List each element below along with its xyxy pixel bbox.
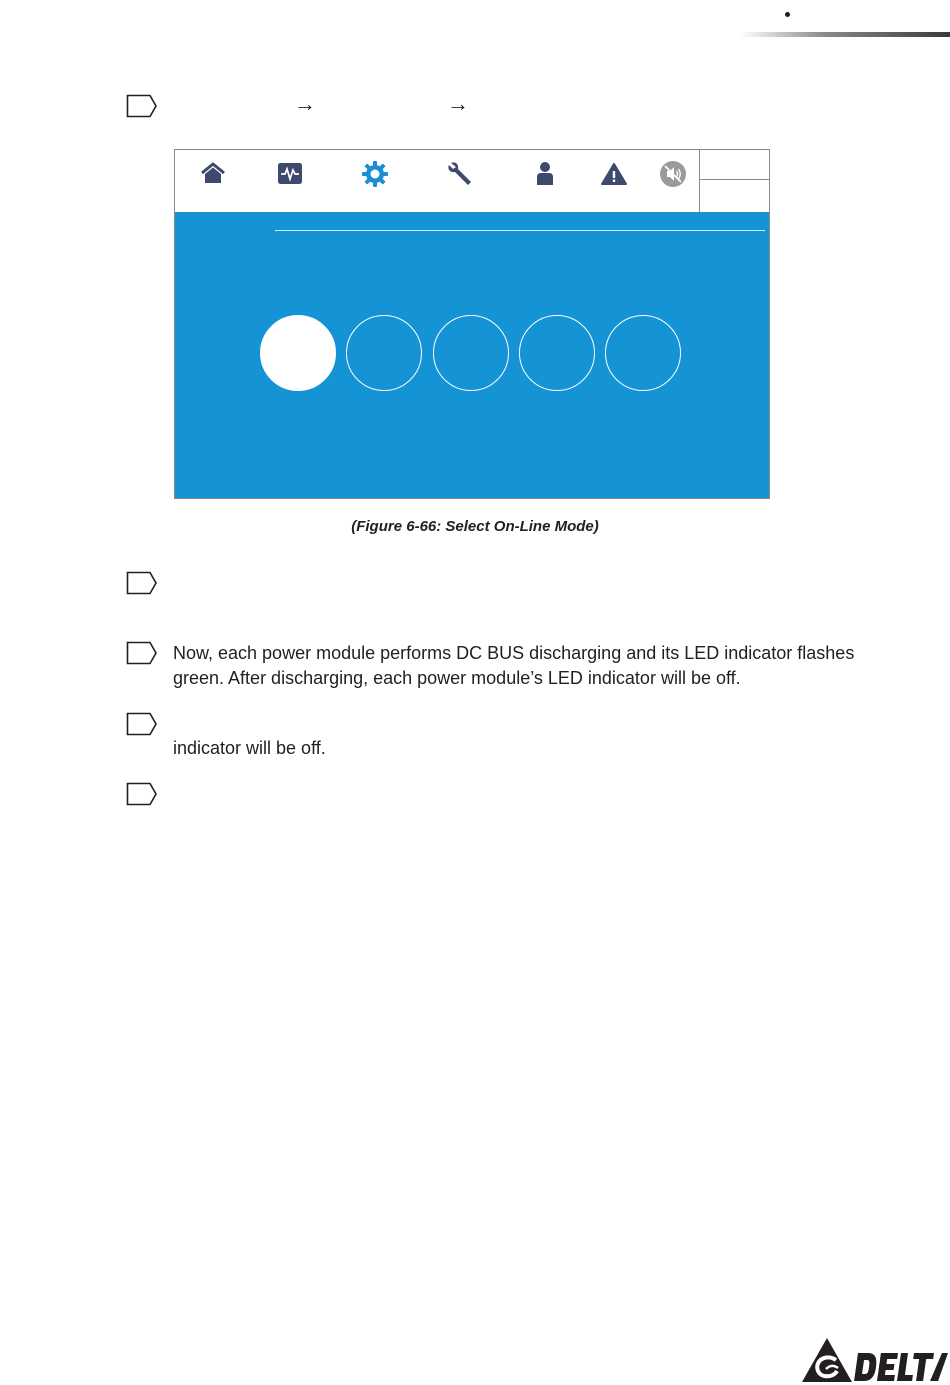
step-paragraph <box>173 736 933 761</box>
display-toolbar <box>175 150 699 212</box>
paragraph-line: green. After discharging, each power module’s LED indicator will be off. <box>173 668 741 688</box>
mode-option-circle[interactable] <box>346 315 422 391</box>
screen-title-rule <box>275 230 765 231</box>
user-icon[interactable] <box>531 160 559 188</box>
status-side-box <box>699 150 770 212</box>
step-tag-icon <box>126 641 158 665</box>
side-box-divider <box>700 179 770 180</box>
step-tag-icon <box>126 782 158 806</box>
step-tag-icon <box>126 94 158 118</box>
settings-icon[interactable] <box>361 160 389 188</box>
header-gradient-bar <box>740 32 950 37</box>
paragraph-line: Now, each power module performs DC BUS discharging and its LED indicator flashes <box>173 643 855 663</box>
ups-display-panel <box>174 149 770 499</box>
mode-option-circle[interactable] <box>260 315 336 391</box>
mode-option-circle[interactable] <box>433 315 509 391</box>
step-tag-icon <box>126 571 158 595</box>
measurement-icon[interactable] <box>276 160 304 188</box>
step-paragraph <box>173 641 933 691</box>
figure-caption: (Figure 6-66: Select On-Line Mode) <box>351 518 599 535</box>
mode-select-screen <box>175 212 769 498</box>
maintenance-icon[interactable] <box>446 160 474 188</box>
mode-option-circle[interactable] <box>519 315 595 391</box>
delta-logo <box>800 1335 950 1385</box>
mute-icon[interactable] <box>659 160 687 188</box>
step-arrow: → <box>447 91 469 116</box>
mode-option-circle[interactable] <box>605 315 681 391</box>
paragraph-line: indicator will be off. <box>173 738 326 758</box>
home-icon[interactable] <box>199 160 227 188</box>
header-bullet <box>785 12 790 17</box>
alarm-icon[interactable] <box>600 160 628 188</box>
step-arrow: → <box>294 91 316 116</box>
step-tag-icon <box>126 712 158 736</box>
